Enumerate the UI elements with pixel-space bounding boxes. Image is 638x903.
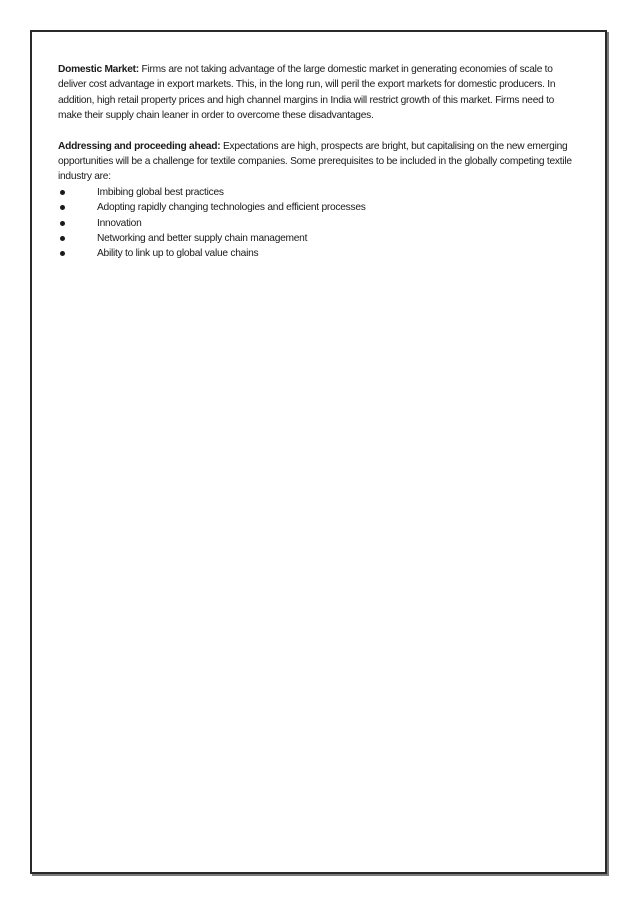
list-item-text: Innovation — [97, 217, 142, 229]
list-item — [58, 216, 578, 231]
bullet-icon — [60, 205, 65, 210]
list-item-text: Imbibing global best practices — [97, 186, 224, 198]
domestic-market-text: Firms are not taking advantage of the large domestic market in generating economies of scale to deliver cost advantage in export markets. This, in the long run, will peril the export markets for domestic producers. In addition, high retail property prices and high channel margins in India will restrict growth of this market. Firms need to make their supply chain leaner in order to overcome these disadvantages. — [58, 64, 556, 122]
list-item — [58, 231, 578, 246]
list-item — [58, 246, 578, 261]
list-item — [58, 200, 578, 215]
addressing-heading: Addressing and proceeding ahead: — [58, 140, 221, 152]
bullet-icon — [60, 221, 65, 226]
list-item-text: Adopting rapidly changing technologies and efficient processes — [97, 202, 366, 214]
bullet-icon — [60, 236, 65, 241]
addressing-text: Expectations are high, prospects are bright, but capitalising on the new emerging opportunities will be a challenge for textile companies. Some prerequisites to be included in the globally competing textile industry are: — [58, 140, 572, 183]
domestic-market-heading: Domestic Market: — [58, 64, 139, 75]
bullet-icon — [60, 251, 65, 256]
bullet-icon — [60, 190, 65, 195]
domestic-market-paragraph — [58, 62, 578, 124]
list-item-text: Networking and better supply chain management — [97, 233, 308, 245]
list-item-text: Ability to link up to global value chains — [97, 248, 259, 260]
document-body — [58, 62, 578, 262]
prerequisites-list — [58, 185, 578, 262]
list-item — [58, 185, 578, 200]
addressing-paragraph — [58, 139, 578, 185]
